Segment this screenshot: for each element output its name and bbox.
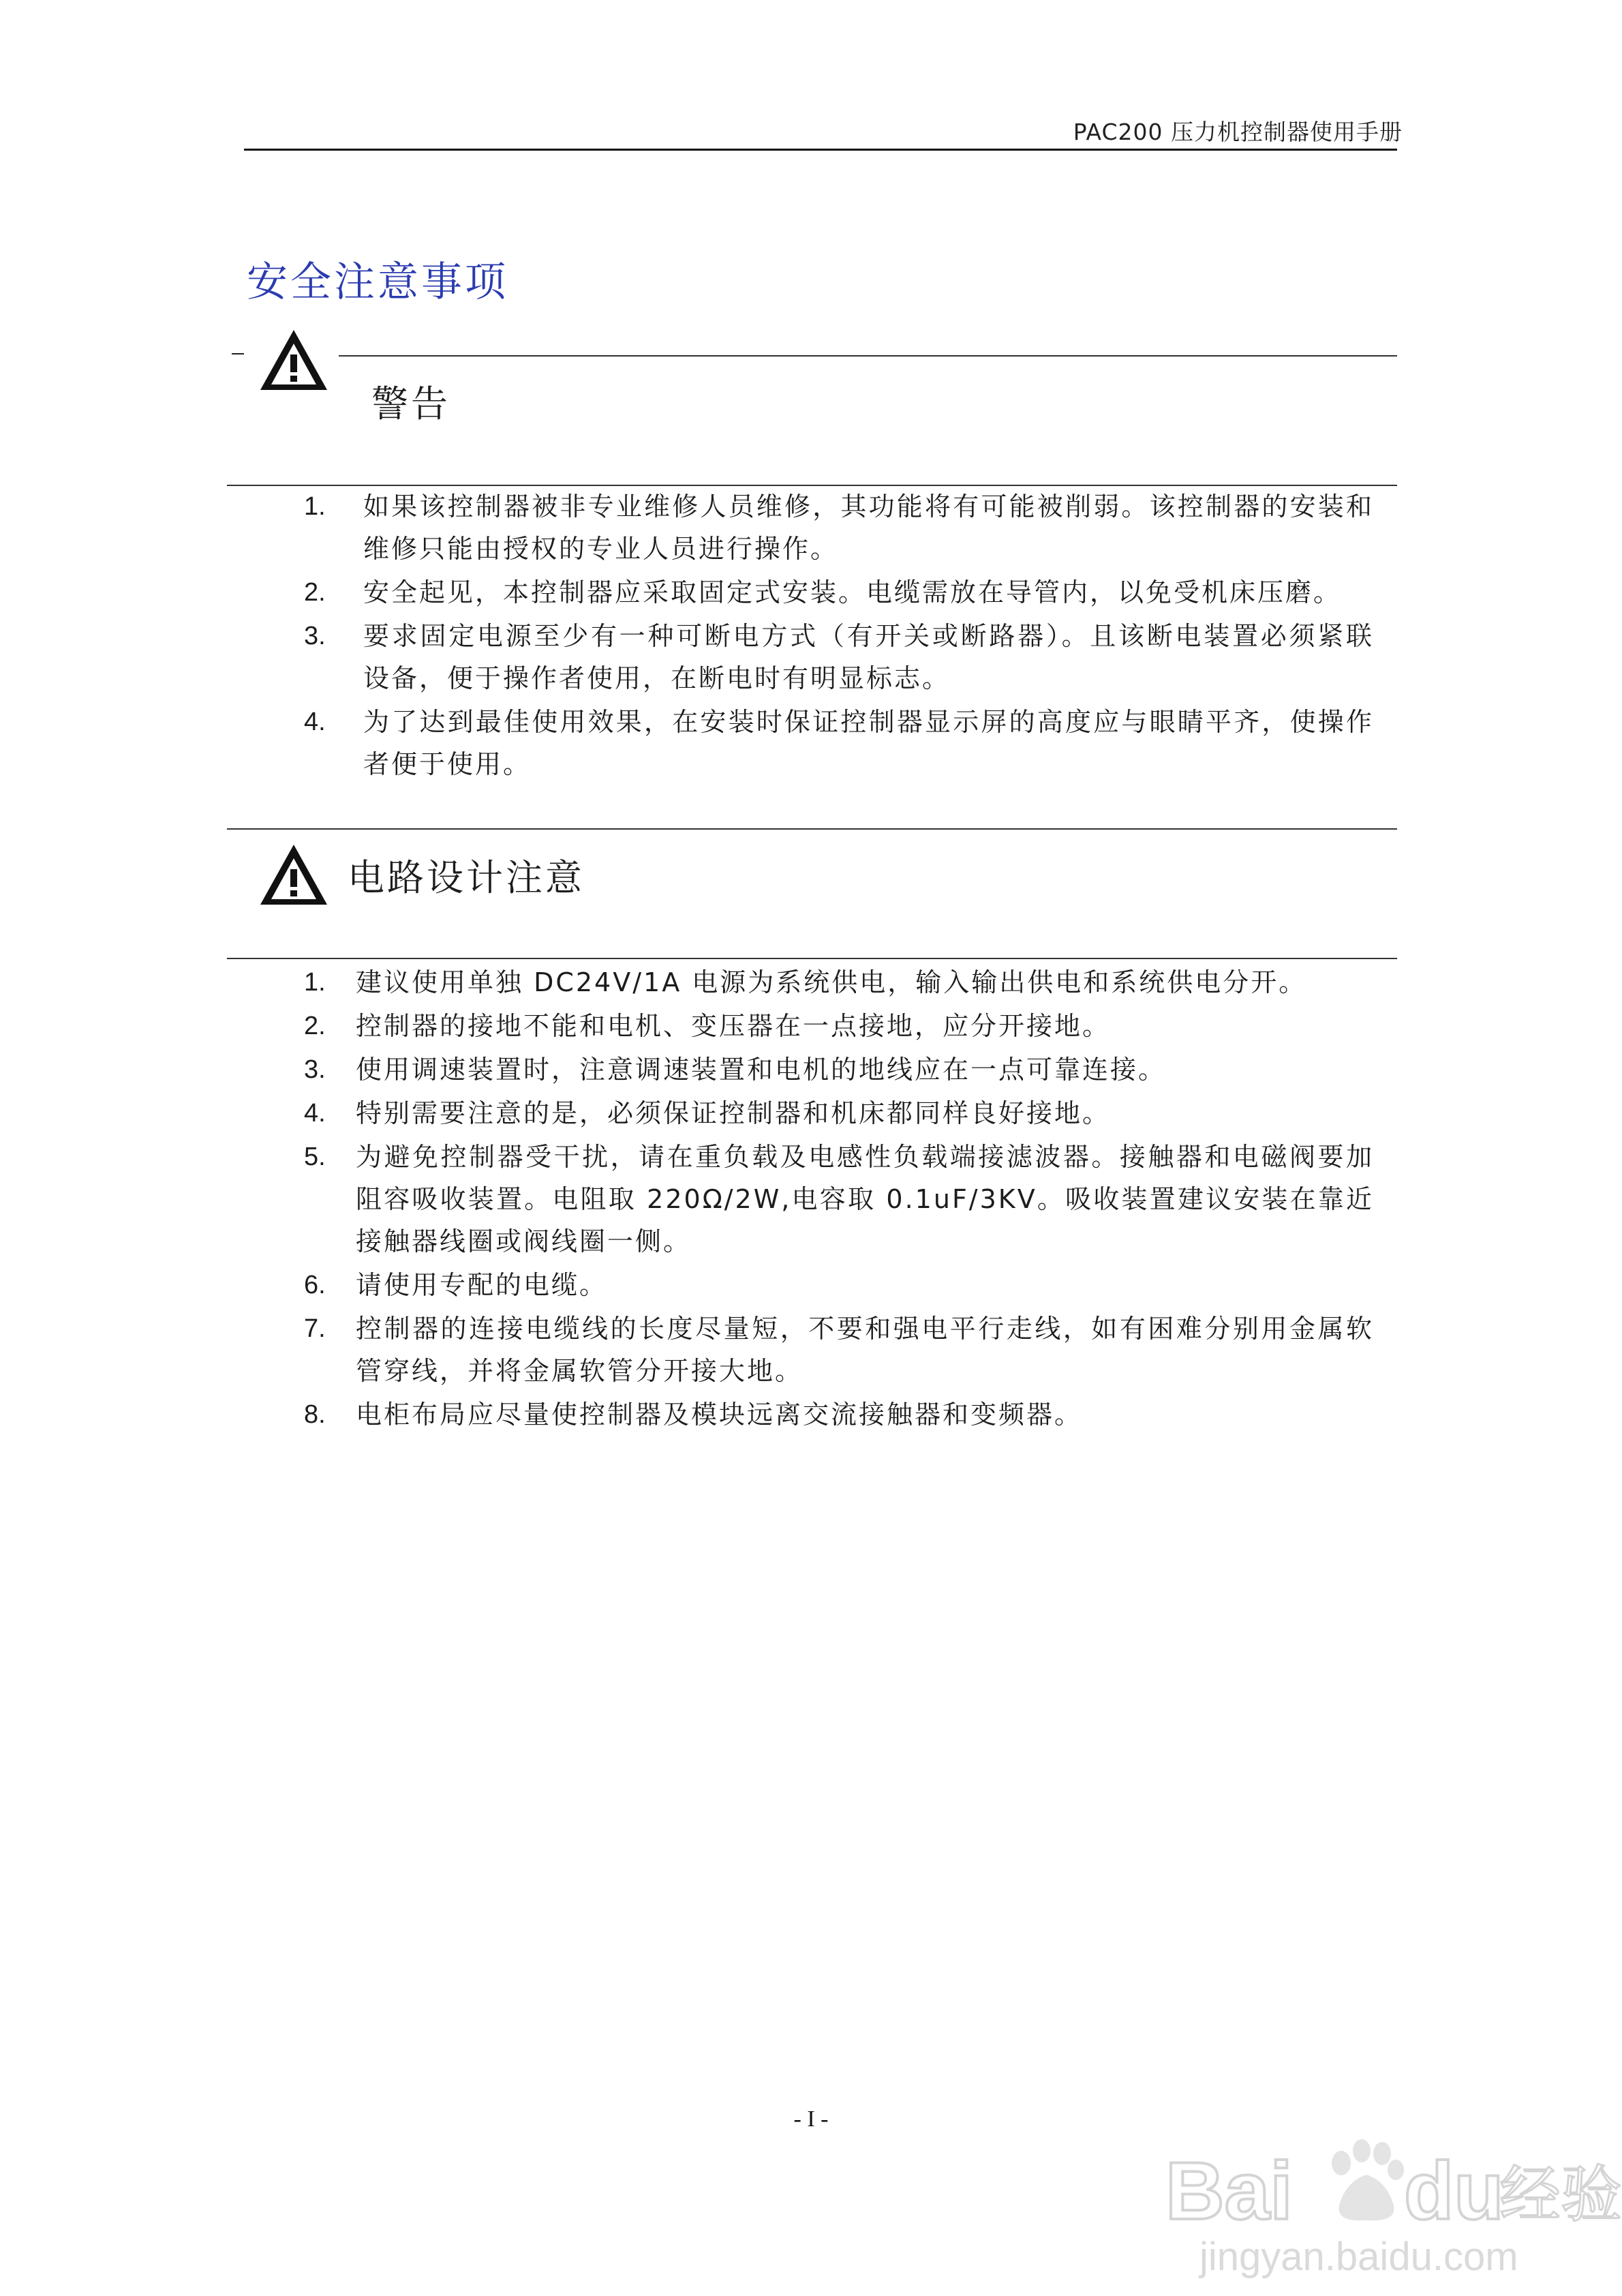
circuit-list xyxy=(304,961,1374,1437)
circuit-heading: 电路设计注意 xyxy=(348,856,585,899)
baidu-watermark xyxy=(1159,2083,1622,2287)
divider-dash xyxy=(232,353,244,354)
svg-text:du: du xyxy=(1404,2145,1504,2237)
list-item-text: 如果该控制器被非专业维修人员维修，其功能将有可能被削弱。该控制器的安装和维修只能由授权的专业人员进行操作。 xyxy=(363,492,1374,564)
page-number: - I - xyxy=(793,2106,829,2132)
list-item-text: 建议使用单独 DC24V/1A 电源为系统供电，输入输出供电和系统供电分开。 xyxy=(356,967,1307,997)
header-rule xyxy=(244,149,1397,151)
list-item-text: 为了达到最佳使用效果，在安装时保证控制器显示屏的高度应与眼睛平齐，使操作者便于使用。 xyxy=(363,707,1374,779)
baidu-paw-icon xyxy=(1332,2139,1404,2220)
list-item xyxy=(304,1092,1374,1134)
list-item xyxy=(304,571,1374,614)
svg-text:Bai: Bai xyxy=(1165,2145,1293,2237)
list-item-number: 2. xyxy=(304,578,326,607)
warning-top-rule xyxy=(339,355,1397,357)
list-item xyxy=(304,1136,1374,1263)
list-item-text: 使用调速装置时，注意调速装置和电机的地线应在一点可靠连接。 xyxy=(356,1055,1167,1085)
list-item xyxy=(304,1308,1374,1392)
list-item-text: 控制器的接地不能和电机、变压器在一点接地，应分开接地。 xyxy=(356,1011,1111,1041)
list-item-number: 6. xyxy=(304,1271,326,1299)
list-item xyxy=(304,1264,1374,1306)
svg-text:经验: 经验 xyxy=(1499,2159,1622,2231)
circuit-top-rule xyxy=(227,828,1397,830)
list-item-text: 电柜布局应尽量使控制器及模块远离交流接触器和变频器。 xyxy=(356,1400,1083,1430)
list-item-text: 安全起见，本控制器应采取固定式安装。电缆需放在导管内，以免受机床压磨。 xyxy=(363,577,1342,607)
warning-triangle-icon xyxy=(258,842,330,907)
list-item-text: 为避免控制器受干扰，请在重负载及电感性负载端接滤波器。接触器和电磁阀要加阻容吸收装置。电阻取 220Ω/2W,电容取 0.1uF/3KV。吸收装置建议安装在靠近接触器线圈或阀线圈一侧。 xyxy=(356,1142,1374,1256)
section-title: 安全注意事项 xyxy=(247,258,508,306)
list-item-number: 1. xyxy=(304,968,326,997)
list-item-text: 控制器的连接电缆线的长度尽量短，不要和强电平行走线，如有困难分别用金属软管穿线，并将金属软管分开接大地。 xyxy=(356,1314,1374,1386)
list-item-number: 5. xyxy=(304,1143,326,1171)
list-item-text: 要求固定电源至少有一种可断电方式（有开关或断路器）。且该断电装置必须紧联设备，便于操作者使用，在断电时有明显标志。 xyxy=(363,621,1374,693)
circuit-bottom-rule xyxy=(227,958,1397,959)
list-item-number: 2. xyxy=(304,1012,326,1040)
list-item-text: 请使用专配的电缆。 xyxy=(356,1270,608,1300)
document-header-title: PAC200 压力机控制器使用手册 xyxy=(1073,119,1403,145)
list-item-number: 1. xyxy=(304,492,326,521)
list-item-number: 8. xyxy=(304,1400,326,1429)
list-item-number: 7. xyxy=(304,1314,326,1343)
list-item xyxy=(304,1393,1374,1436)
list-item xyxy=(304,701,1374,785)
list-item-number: 4. xyxy=(304,708,326,736)
svg-text:jingyan.baidu.com: jingyan.baidu.com xyxy=(1199,2235,1518,2279)
list-item xyxy=(304,615,1374,699)
list-item-number: 4. xyxy=(304,1099,326,1128)
list-item-number: 3. xyxy=(304,1055,326,1084)
list-item xyxy=(304,485,1374,570)
warning-triangle-icon xyxy=(258,327,330,393)
warning-heading: 警告 xyxy=(371,382,450,425)
warning-list xyxy=(304,485,1374,787)
list-item-number: 3. xyxy=(304,622,326,650)
list-item xyxy=(304,1005,1374,1047)
list-item-text: 特别需要注意的是，必须保证控制器和机床都同样良好接地。 xyxy=(356,1098,1111,1128)
list-item xyxy=(304,1048,1374,1091)
list-item xyxy=(304,961,1374,1003)
